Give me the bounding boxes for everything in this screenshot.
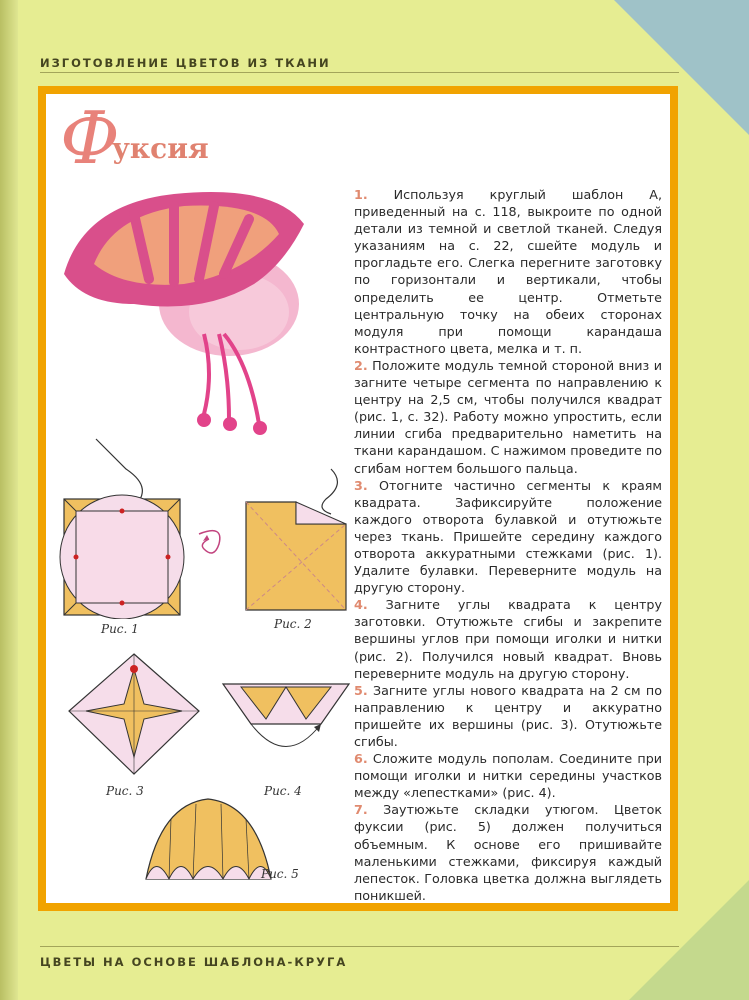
step-1	[354, 186, 662, 357]
running-footer: ЦВЕТЫ НА ОСНОВЕ ШАБЛОНА-КРУГА	[40, 955, 348, 969]
diagram-figure-3	[64, 649, 204, 779]
step-4	[354, 596, 662, 681]
step-text: Используя круглый шаблон А, приведенный на с. 118, выкроите по одной детали из темной и светлой тканей. Следуя указаниям на с. 22, сшейте модуль и прогладьте его. Слегка перегните заготовку по горизонтали и вертикали, чтобы определить ее центр. Отметьте центральную точку на обеих сторонах модуля при помощи карандаша контрастного цвета, мелка и т. п.	[354, 187, 662, 356]
figure-4-caption: Рис. 4	[264, 784, 302, 798]
turn-over-arrow-icon	[194, 524, 234, 564]
content-panel	[46, 94, 670, 903]
step-6	[354, 750, 662, 801]
figure-2-caption: Рис. 2	[274, 617, 312, 631]
step-number: 7.	[354, 802, 368, 818]
step-text: Отогните частично сегменты к краям квадрата. Зафиксируйте положение каждого отворота булавкой и отутюжьте через ткань. Пришейте середину каждого отворота аккуратными стежками (рис. 1). Удалите булавки. Переверните модуль на другую сторону.	[354, 477, 662, 596]
step-5	[354, 682, 662, 750]
book-spine	[0, 0, 18, 1000]
figure-1-caption: Рис. 1	[101, 622, 139, 636]
title-initial: Ф	[60, 96, 120, 180]
figure-3-caption: Рис. 3	[106, 784, 144, 798]
fuchsia-flower-image	[54, 184, 314, 454]
diagram-figure-5	[141, 794, 276, 889]
step-number: 4.	[354, 597, 368, 613]
step-3	[354, 477, 662, 597]
step-number: 5.	[354, 682, 368, 698]
figure-5-caption: Рис. 5	[261, 867, 299, 881]
step-number: 1.	[354, 187, 368, 202]
step-text: Заутюжьте складки утюгом. Цветок фуксии (рис. 5) должен получиться объемным. К основе его пришивайте маленькими стежками, фиксируя каждый лепесток. Головка цветка должна выглядеть поникшей.	[354, 802, 662, 903]
step-text: Загните углы квадрата к центру заготовки. Отутюжьте сгибы и закрепите вершины углов при помощи иголки и нитки (рис. 2). Получился новый квадрат. Вновь переверните модуль на другую сторону.	[354, 597, 662, 681]
diagram-figure-2	[236, 464, 366, 614]
step-number: 6.	[354, 751, 368, 767]
step-text: Загните углы нового квадрата на 2 см по направлению к центру и аккуратно пришейте их вершины (рис. 3). Отутюжьте сгибы.	[354, 682, 662, 749]
page-title: уксия	[112, 132, 209, 165]
step-text: Положите модуль темной стороной вниз и загните четыре сегмента по направлению к центру на 2,5 см, чтобы получился квадрат (рис. 1, с. 32). Работу можно упростить, если линии сгиба предварительно наметить на ткани карандашом. С нажимом проведите по сгибам ногтем большого пальца.	[354, 357, 662, 476]
step-2	[354, 357, 662, 477]
running-header: ИЗГОТОВЛЕНИЕ ЦВЕТОВ ИЗ ТКАНИ	[40, 56, 331, 70]
step-number: 3.	[354, 477, 368, 493]
step-text: Сложите модуль пополам. Соедините при помощи иголки и нитки середины участков между «лепестками» (рис. 4).	[354, 751, 662, 801]
instructions-text	[354, 186, 662, 904]
diagram-figure-1	[56, 429, 196, 619]
step-number: 2.	[354, 357, 368, 373]
step-7	[354, 801, 662, 904]
header-divider	[40, 72, 679, 73]
footer-divider	[40, 946, 679, 947]
content-frame	[38, 86, 678, 911]
diagram-figure-4	[221, 679, 351, 769]
